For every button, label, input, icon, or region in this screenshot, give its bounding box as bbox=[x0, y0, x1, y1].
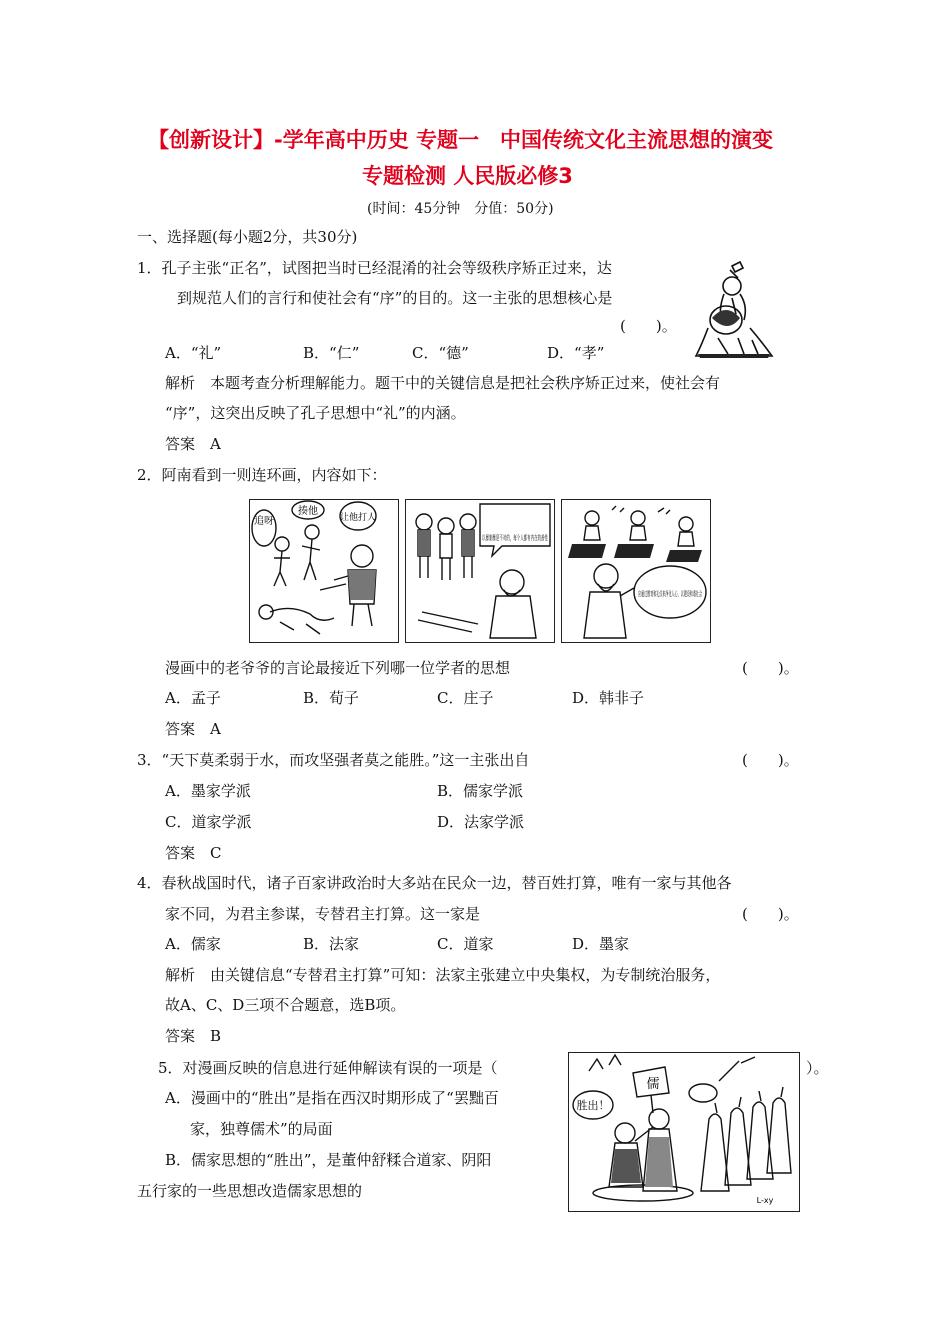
q4-answer: 答案 B bbox=[165, 1027, 222, 1045]
q1-option-d: D．“孝” bbox=[547, 344, 605, 362]
panel3-bubble: 应通过教育和礼仪来净化人心，以建设和谐社会 bbox=[638, 590, 785, 598]
comic-panel-3 bbox=[561, 499, 785, 643]
exam-info: (时间：45分钟 分值：50分) bbox=[367, 201, 554, 217]
q2-option-a: A．孟子 bbox=[165, 689, 221, 707]
q1-answer: 答案 A bbox=[165, 435, 221, 453]
q2-option-b: B．荀子 bbox=[303, 689, 360, 707]
q4-stem-line1: 4．春秋战国时代，诸子百家讲政治时大多站在民众一边，替百姓打算，唯有一家与其他各 bbox=[137, 874, 732, 892]
q5-cartoon bbox=[568, 1052, 800, 1212]
q3-stem: 3．“天下莫柔弱于水，而攻坚强者莫之能胜。”这一主张出自 bbox=[137, 751, 530, 769]
panel1-bubble-1: 追呀 bbox=[254, 516, 274, 527]
q1-option-a: A．“礼” bbox=[165, 344, 222, 362]
panel1-bubble-3: 让他打人 bbox=[339, 513, 377, 523]
q4-stem-line2: 家不同，为君主参谋，专替君主打算。这一家是 bbox=[165, 905, 481, 923]
q1-stem-line1: 1．孔子主张“正名”，试图把当时已经混淆的社会等级秩序矫正过来，达 bbox=[137, 259, 612, 277]
q4-option-b: B．法家 bbox=[303, 935, 360, 953]
q3-answer: 答案 C bbox=[165, 844, 222, 862]
q1-option-b: B．“仁” bbox=[303, 344, 360, 362]
q1-analysis-line1: 解析 本题考查分析理解能力。题干中的关键信息是把社会秩序矫正过来，使社会有 bbox=[165, 374, 721, 392]
cartoon-shout: 胜出！ bbox=[576, 1099, 610, 1112]
document-title-line2: 专题检测 人民版必修3 bbox=[362, 164, 573, 188]
q5-bracket-close: ）。 bbox=[806, 1059, 829, 1077]
q2-stem: 2．阿南看到一则连环画，内容如下： bbox=[137, 466, 387, 484]
panel2-bubble: 以暴制暴是不对的，每个人都有内在的善性 bbox=[482, 534, 615, 542]
panel1-bubble-2: 揍他 bbox=[298, 506, 318, 517]
q1-analysis-line2: “序”，这突出反映了孔子思想中“礼”的内涵。 bbox=[165, 404, 466, 422]
q1-stem-line2: 到规范人们的言行和使社会有“序”的目的。这一主张的思想核心是 bbox=[177, 289, 613, 307]
q5-stem: 5．对漫画反映的信息进行延伸解读有误的一项是（ bbox=[158, 1059, 498, 1077]
q4-analysis-line2: 故A、C、D三项不合题意，选B项。 bbox=[165, 996, 406, 1014]
q2-option-d: D．韩非子 bbox=[572, 689, 645, 707]
comic-panel-2 bbox=[405, 499, 615, 643]
q3-option-c: C．道家学派 bbox=[165, 813, 252, 831]
document-title-line1: 【创新设计】-学年高中历史 专题一 中国传统文化主流思想的演变 bbox=[148, 128, 774, 152]
q2-question: 漫画中的老爷爷的言论最接近下列哪一位学者的思想 bbox=[165, 659, 511, 677]
comic-panel-1 bbox=[249, 499, 399, 643]
q4-analysis-line1: 解析 由关键信息“专替君主打算”可知：法家主张建立中央集权，为专制统治服务， bbox=[165, 966, 721, 984]
q3-answer-bracket: ( )。 bbox=[742, 751, 799, 769]
q3-option-b: B．儒家学派 bbox=[437, 782, 524, 800]
q2-answer: 答案 A bbox=[165, 720, 221, 738]
section-heading: 一、选择题(每小题2分，共30分) bbox=[137, 228, 358, 246]
q5-option-b-line2: 五行家的一些思想改造儒家思想的 bbox=[137, 1182, 363, 1200]
q5-option-b-line1: B．儒家思想的“胜出”，是董仲舒糅合道家、阴阳 bbox=[165, 1151, 492, 1169]
q5-option-a-line2: 家，独尊儒术”的局面 bbox=[190, 1120, 333, 1138]
confucius-illustration bbox=[688, 258, 780, 360]
q4-option-c: C．道家 bbox=[437, 935, 494, 953]
q5-option-a-line1: A．漫画中的“胜出”是指在西汉时期形成了“罢黜百 bbox=[165, 1089, 499, 1107]
cartoon-signature: L-xy bbox=[756, 1196, 774, 1205]
q4-option-d: D．墨家 bbox=[572, 935, 630, 953]
q3-option-a: A．墨家学派 bbox=[165, 782, 251, 800]
cartoon-sign: 儒 bbox=[646, 1077, 660, 1092]
q4-answer-bracket: ( )。 bbox=[742, 905, 799, 923]
q4-option-a: A．儒家 bbox=[165, 935, 221, 953]
q1-answer-bracket: ( )。 bbox=[620, 317, 677, 335]
q2-answer-bracket: ( )。 bbox=[742, 659, 799, 677]
q1-option-c: C．“德” bbox=[412, 344, 469, 362]
q2-option-c: C．庄子 bbox=[437, 689, 494, 707]
q3-option-d: D．法家学派 bbox=[437, 813, 525, 831]
